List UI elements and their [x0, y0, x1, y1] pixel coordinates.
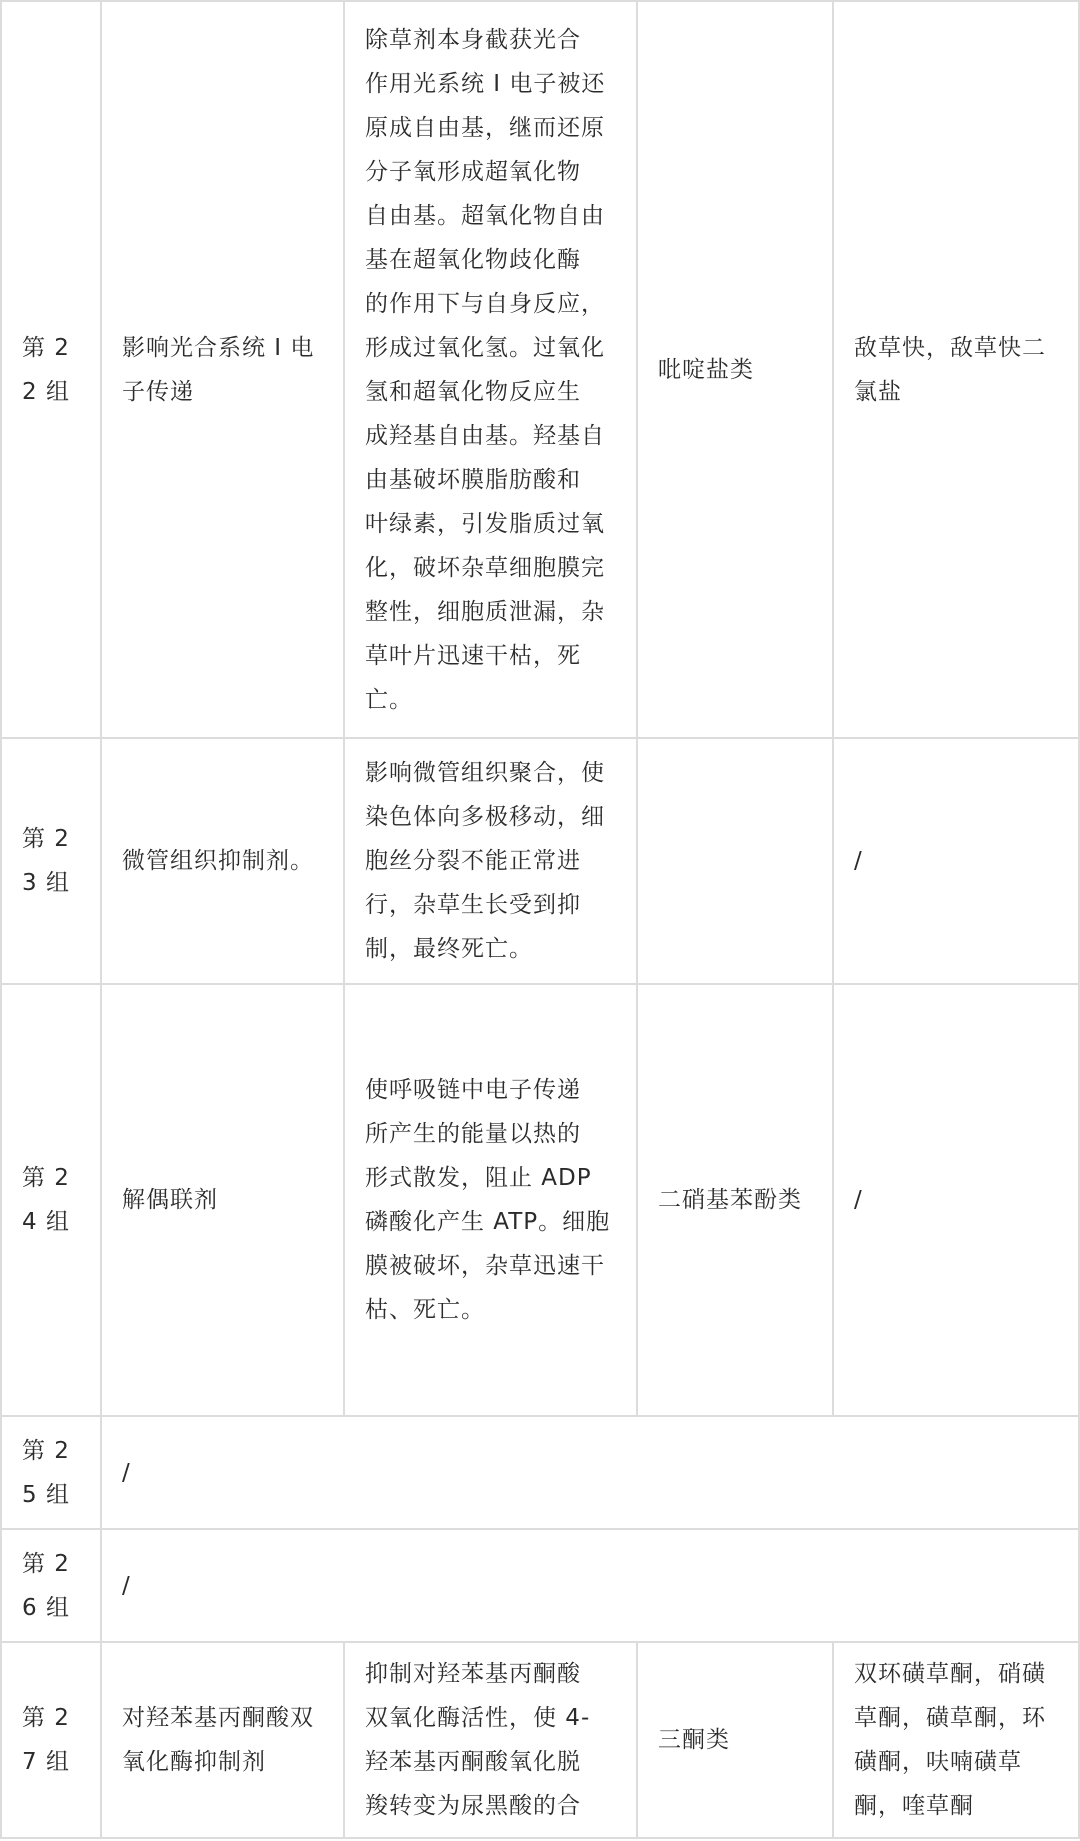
group-label-line: 第 2 [22, 1165, 70, 1191]
examples-cell: / [833, 984, 1079, 1416]
group-cell [1, 1416, 101, 1529]
group-label-line: 第 2 [22, 826, 70, 852]
mode-cell: 影响光合系统 I 电子传递 [101, 1, 344, 738]
mechanism-line: 整性，细胞质泄漏，杂 [365, 598, 605, 625]
mechanism-line: 成羟基自由基。羟基自 [365, 422, 605, 449]
group-cell [1, 1, 101, 738]
examples-cell: 敌草快，敌草快二氯盐 [833, 1, 1079, 738]
chemical-class-cell: 三酮类 [637, 1642, 833, 1838]
mechanism-line: 基在超氧化物歧化酶 [365, 246, 581, 273]
group-label-line: 第 2 [22, 334, 70, 361]
mode-cell: 解偶联剂 [101, 984, 344, 1416]
group-label-line: 5 组 [22, 1481, 70, 1508]
mechanism-line: 染色体向多极移动，细 [365, 804, 605, 830]
chemical-class-cell [637, 738, 833, 984]
merged-cell: / [101, 1416, 1079, 1529]
table-row [1, 738, 1079, 984]
mechanism-line: 胞丝分裂不能正常进 [365, 848, 581, 874]
mode-cell: 微管组织抑制剂。 [101, 738, 344, 984]
group-label-line: 3 组 [22, 870, 70, 896]
mechanism-cell [344, 738, 637, 984]
group-label-line: 4 组 [22, 1209, 70, 1235]
table-row [1, 1529, 1079, 1642]
chemical-class-cell: 吡啶盐类 [637, 1, 833, 738]
mechanism-line: 由基破坏膜脂肪酸和 [365, 466, 581, 493]
table-row [1, 984, 1079, 1416]
merged-cell: / [101, 1529, 1079, 1642]
group-label-line: 第 2 [22, 1705, 70, 1731]
mechanism-line: 行，杂草生长受到抑 [365, 892, 581, 918]
mechanism-line: 制，最终死亡。 [365, 936, 533, 962]
mechanism-line: 双氧化酶活性，使 4- [365, 1705, 591, 1731]
group-cell [1, 1529, 101, 1642]
mechanism-line: 作用光系统 I 电子被还 [365, 70, 606, 97]
mechanism-line: 原成自由基，继而还原 [365, 114, 605, 141]
mechanism-line: 除草剂本身截获光合 [365, 26, 581, 53]
mechanism-line: 形式散发，阻止 ADP [365, 1165, 592, 1191]
chemical-class-cell: 二硝基苯酚类 [637, 984, 833, 1416]
mechanism-cell [344, 1642, 637, 1838]
group-cell [1, 984, 101, 1416]
table-row [1, 1, 1079, 738]
table-row [1, 1642, 1079, 1838]
group-cell [1, 738, 101, 984]
mechanism-cell [344, 1, 637, 738]
group-label-line: 2 组 [22, 378, 70, 405]
mechanism-line: 分子氧形成超氧化物 [365, 158, 581, 185]
group-cell [1, 1642, 101, 1838]
examples-cell: 双环磺草酮，硝磺草酮，磺草酮，环磺酮，呋喃磺草酮，喹草酮 [833, 1642, 1079, 1838]
group-label-line: 第 2 [22, 1550, 70, 1577]
mechanism-line: 草叶片迅速干枯，死 [365, 642, 581, 669]
group-label-line: 7 组 [22, 1749, 70, 1775]
mechanism-line: 的作用下与自身反应， [365, 290, 605, 317]
mechanism-line: 羟苯基丙酮酸氧化脱 [365, 1749, 581, 1775]
mechanism-line: 使呼吸链中电子传递 [365, 1077, 581, 1103]
mechanism-line: 所产生的能量以热的 [365, 1121, 581, 1147]
mechanism-line: 化，破坏杂草细胞膜完 [365, 554, 605, 581]
mechanism-line: 羧转变为尿黑酸的合 [365, 1793, 581, 1819]
mechanism-line: 叶绿素，引发脂质过氧 [365, 510, 605, 537]
mechanism-line: 抑制对羟苯基丙酮酸 [365, 1661, 581, 1687]
table-row [1, 1416, 1079, 1529]
mechanism-line: 形成过氧化氢。过氧化 [365, 334, 605, 361]
mode-cell: 对羟苯基丙酮酸双氧化酶抑制剂 [101, 1642, 344, 1838]
mechanism-cell [344, 984, 637, 1416]
group-label-line: 第 2 [22, 1437, 70, 1464]
mechanism-line: 亡。 [365, 686, 413, 713]
group-label-line: 6 组 [22, 1594, 70, 1621]
mechanism-line: 磷酸化产生 ATP。细胞 [365, 1209, 611, 1235]
mechanism-line: 枯、死亡。 [365, 1297, 485, 1323]
mechanism-line: 氢和超氧化物反应生 [365, 378, 581, 405]
mechanism-line: 自由基。超氧化物自由 [365, 202, 605, 229]
examples-cell: / [833, 738, 1079, 984]
mechanism-line: 膜被破坏，杂草迅速干 [365, 1253, 605, 1279]
mechanism-line: 影响微管组织聚合，使 [365, 760, 605, 786]
